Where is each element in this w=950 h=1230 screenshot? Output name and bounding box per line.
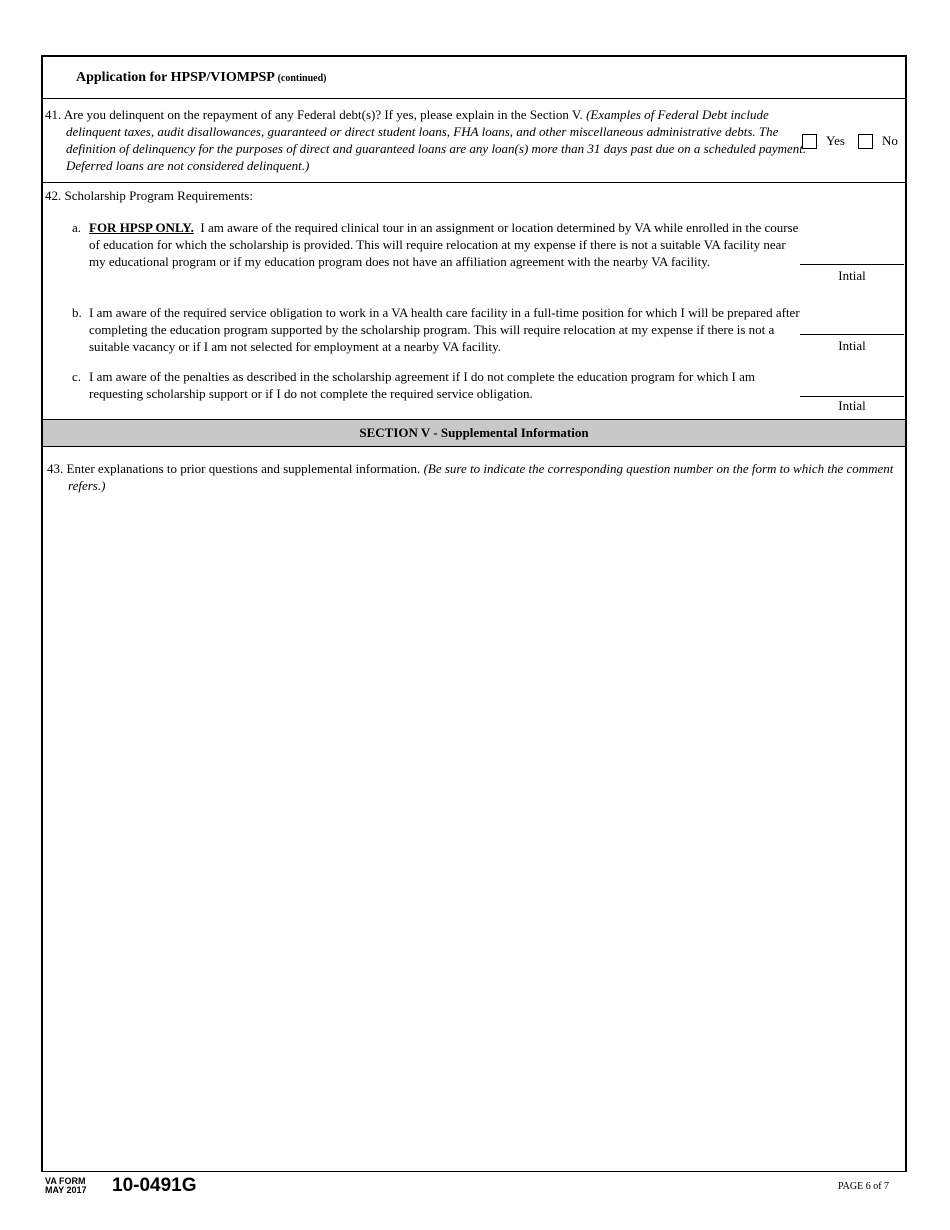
form-page <box>41 55 907 1172</box>
yes-checkbox[interactable] <box>802 134 817 149</box>
initial-label-c: Intial <box>838 398 866 413</box>
question-41-text: 41. Are you delinquent on the repayment of any Federal debt(s)? If yes, please explain in the Section V. (Examples of Federal Debt include delinquent taxes, audit disallowances, guaranteed or direct student loans, FHA loans, and other miscellaneous administrative debts. The definition of delinquency for the purposes of direct and guaranteed loans are any loan(s) more than 31 days past due on a scheduled payment. Deferred loans are not considered delinquent.) <box>45 107 807 173</box>
section-v-header: SECTION V - Supplemental Information <box>43 420 905 447</box>
form-title: Application for HPSP/VIOMPSP (continued) <box>76 70 327 85</box>
question-42 <box>43 183 905 420</box>
yes-option[interactable] <box>802 133 845 149</box>
question-41 <box>43 99 905 183</box>
initial-field-a[interactable] <box>800 264 904 265</box>
question-43-note: (Be sure to indicate the corresponding question number on the form to which the comment refers.) <box>68 461 894 493</box>
initial-label-a: Intial <box>838 268 866 283</box>
form-title-row <box>43 57 905 99</box>
requirement-c: c. I am aware of the penalties as described in the scholarship agreement if I do not complete the education program for which I am requesting scholarship support or if I do not complete the required service obligation. <box>72 369 756 401</box>
question-41-note: (Examples of Federal Debt include delinquent taxes, audit disallowances, guaranteed or direct student loans, FHA loans, and other miscellaneous administrative debts. The definition of delinquency for the purposes of direct and guaranteed loans are any loan(s) more than 31 days past due on a scheduled payment. Deferred loans are not considered delinquent.) <box>66 107 807 173</box>
no-checkbox[interactable] <box>858 134 873 149</box>
initial-field-c[interactable] <box>800 396 904 397</box>
title-suffix: (continued) <box>277 73 327 84</box>
initial-field-b[interactable] <box>800 334 904 335</box>
footer-page-number: PAGE 6 of 7 <box>838 1181 890 1192</box>
footer-form-number: 10-0491G <box>112 1175 197 1196</box>
no-option[interactable] <box>858 133 898 149</box>
initial-label-b: Intial <box>838 338 866 353</box>
hpsp-only-emphasis: FOR HPSP ONLY. <box>89 220 194 235</box>
footer-va-form: VA FORM MAY 2017 <box>45 1176 87 1195</box>
no-label: No <box>882 133 898 148</box>
requirement-a: a. FOR HPSP ONLY. I am aware of the required clinical tour in an assignment or location determined by VA while enrolled in the course of education for which the scholarship is provided. This will require relocation at my expense if there is not a suitable VA facility near my educational program or if my education program does not have an affiliation agreement with the nearby VA facility. <box>72 220 799 269</box>
yes-label: Yes <box>826 133 845 148</box>
question-42-heading: 42. Scholarship Program Requirements: <box>45 188 253 203</box>
question-43: 43. Enter explanations to prior questions and supplemental information. (Be sure to indicate the corresponding question number on the form to which the comment refers.) <box>47 461 894 493</box>
requirement-b: b. I am aware of the required service obligation to work in a VA health care facility in a full-time position for which I will be prepared after completing the education program supported by the scholarship program. This will require relocation at my expense if there is not a suitable vacancy or if I am not selected for employment at a nearby VA facility. <box>72 305 800 354</box>
